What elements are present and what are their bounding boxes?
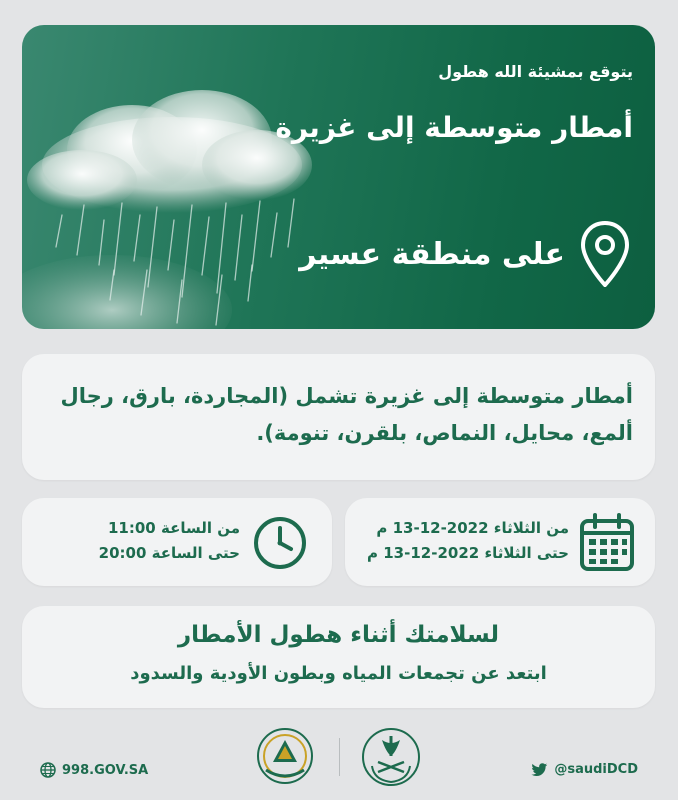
rain-clouds-illustration	[22, 25, 352, 329]
footer	[0, 722, 678, 800]
description-text: أمطار متوسطة إلى غزيرة تشمل (المجاردة، بارق، رجال ألمع، محايل، النماص، بلقرن، تنومة).	[60, 384, 633, 445]
description-card	[22, 354, 655, 480]
banner-title: أمطار متوسطة إلى غزيرة	[275, 111, 633, 144]
clock-icon	[252, 515, 308, 571]
location-pin-icon	[581, 221, 629, 287]
calendar-icon	[579, 513, 635, 573]
banner-subtitle: يتوقع بمشيئة الله هطول	[438, 62, 633, 81]
weather-banner	[22, 25, 655, 329]
ministry-of-interior-logo	[360, 726, 422, 788]
civil-defense-logo	[252, 726, 318, 788]
date-card	[345, 498, 655, 586]
twitter-link[interactable]	[531, 762, 638, 777]
safety-title: لسلامتك أثناء هطول الأمطار	[177, 622, 500, 648]
website-link[interactable]	[40, 762, 148, 778]
logo-divider	[339, 738, 340, 776]
twitter-handle: @saudiDCD	[554, 762, 638, 777]
region-label: على منطقة عسير	[299, 237, 565, 272]
twitter-icon	[531, 763, 548, 777]
safety-card	[22, 606, 655, 708]
safety-text: ابتعد عن تجمعات المياه وبطون الأودية والسدود	[130, 663, 547, 684]
date-from: من الثلاثاء 2022-12-13 م	[376, 519, 569, 537]
time-to: حتى الساعة 20:00	[98, 544, 240, 562]
time-card	[22, 498, 332, 586]
time-from: من الساعة 11:00	[108, 519, 240, 537]
website-label: 998.GOV.SA	[62, 762, 149, 778]
globe-icon	[40, 762, 56, 778]
date-to: حتى الثلاثاء 2022-12-13 م	[367, 544, 569, 562]
